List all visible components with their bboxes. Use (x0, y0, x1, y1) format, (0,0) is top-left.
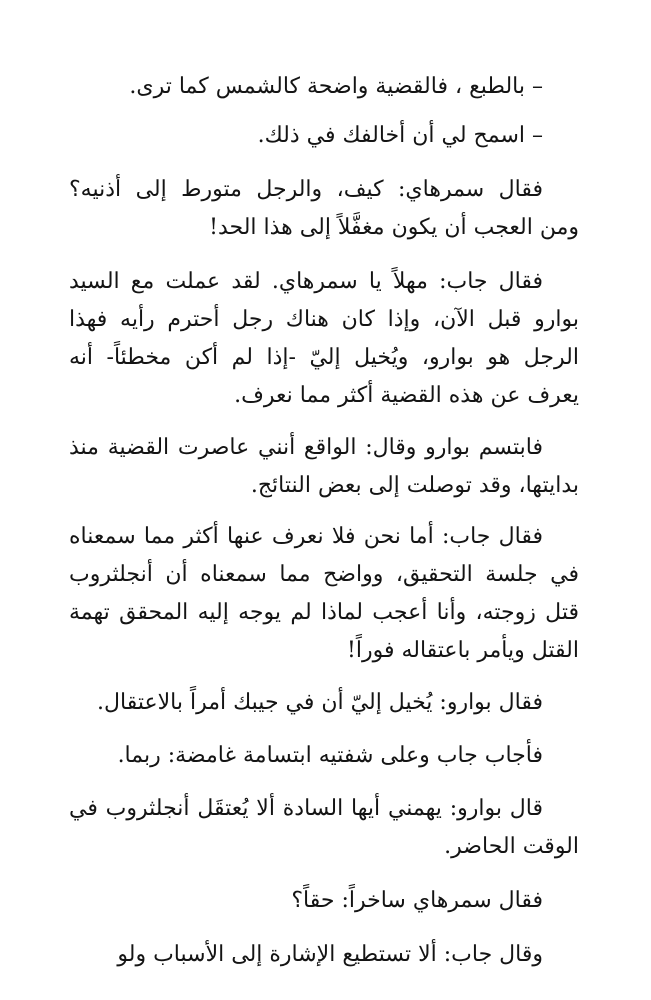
paragraph-japp-respect: فقال جاب: مهلاً يا سمرهاي. لقد عملت مع السيد بوارو قبل الآن، وإذا كان هناك رجل أحترم رأيه فهذا الرجل هو بوارو، ويُخيل إليّ -إذا لم أكن مخطئاً- أنه يعرف عن هذه القضية أكثر مما نعرف. (69, 269, 579, 408)
dialogue-line-2: – اسمح لي أن أخالفك في ذلك. (257, 123, 543, 148)
paragraph-summerhaye-reply: فقال سمرهاي: كيف، والرجل متورط إلى أذنيه؟ ومن العجب أن يكون مغفَّلاً إلى هذا الحد! (69, 177, 579, 240)
dialogue-line-1: – بالطبع ، فالقضية واضحة كالشمس كما ترى. (129, 74, 543, 99)
paragraph-japp-inquest: فقال جاب: أما نحن فلا نعرف عنها أكثر مما سمعناه في جلسة التحقيق، وواضح مما سمعناه أن أنجلثروب قتل زوجته، وأنا أعجب لماذا لم يوجه إليه المحقق تهمة القتل ويأمر باعتقاله فوراً! (69, 524, 579, 663)
paragraph-poirot-warrant: فقال بوارو: يُخيل إليّ أن في جيبك أمراً بالاعتقال. (97, 690, 543, 715)
paragraph-summerhaye-sarcastic: فقال سمرهاي ساخراً: حقاً؟ (291, 888, 543, 913)
paragraph-japp-reasons: وقال جاب: ألا تستطيع الإشارة إلى الأسباب ولو (117, 942, 543, 967)
paragraph-japp-maybe: فأجاب جاب وعلى شفتيه ابتسامة غامضة: ربما. (117, 743, 543, 768)
paragraph-poirot-smile: فابتسم بوارو وقال: الواقع أنني عاصرت القضية منذ بدايتها، وقد توصلت إلى بعض النتائج. (69, 435, 579, 498)
paragraph-poirot-no-arrest: قال بوارو: يهمني أيها السادة ألا يُعتقَل أنجلثروب في الوقت الحاضر. (69, 796, 579, 859)
